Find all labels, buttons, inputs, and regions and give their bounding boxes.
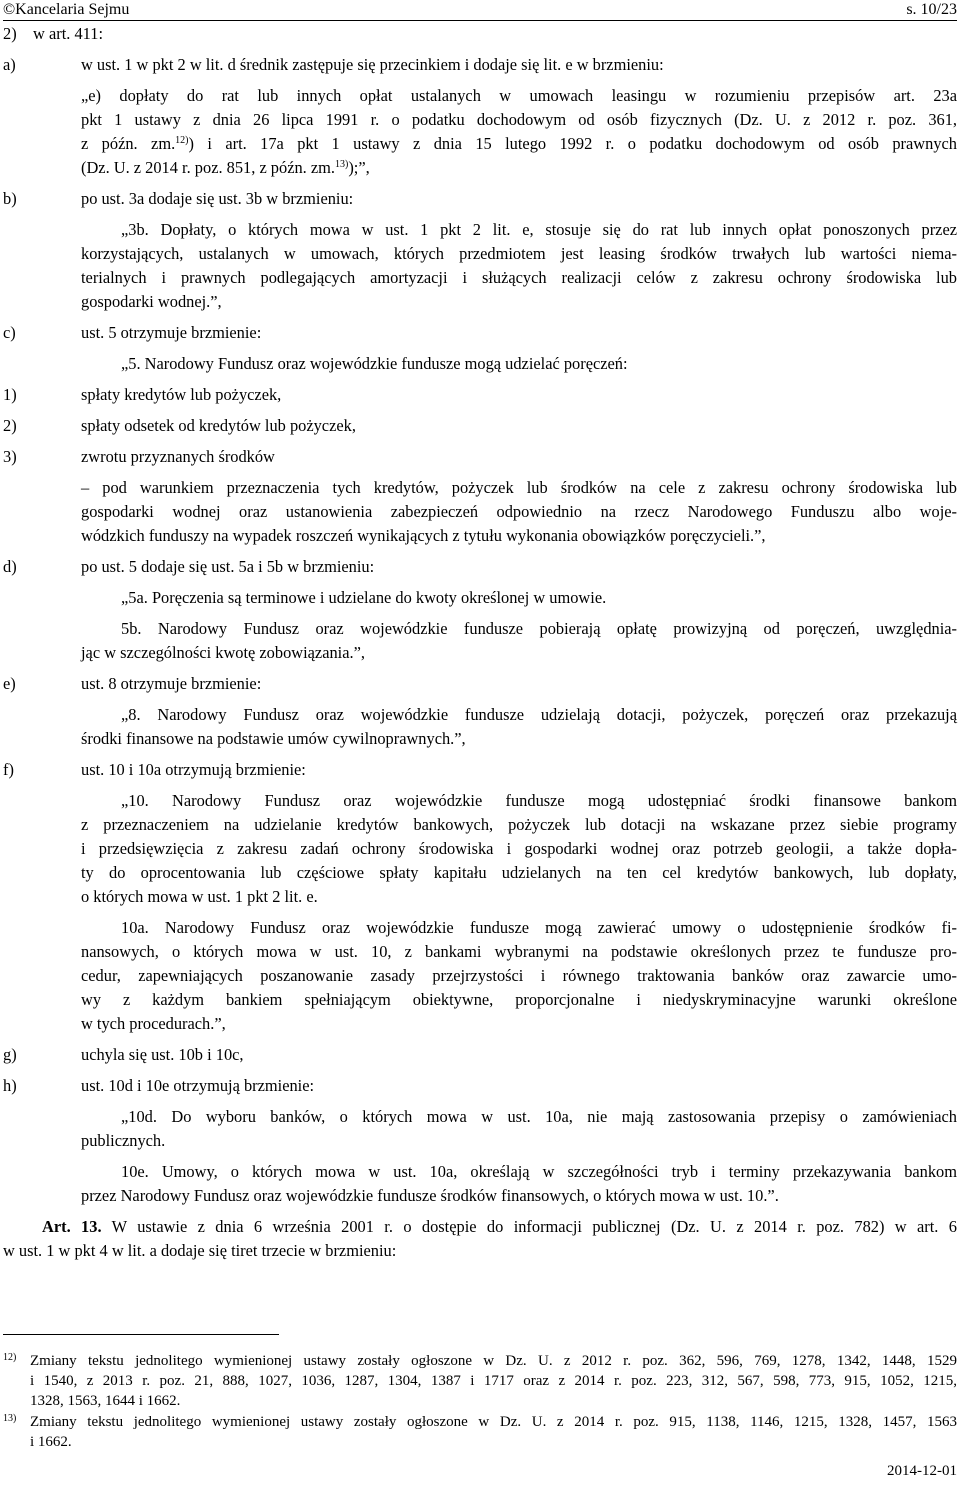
footnote-13-number: 13) [3,1413,17,1424]
letter-f-text: ust. 10 i 10a otrzymują brzmienie: [81,760,306,779]
footnote-12-line-2: i 1540, z 2013 r. poz. 21, 888, 1027, 1036, 1287, 1304, 1387 i 1717 oraz z 2014 r. poz. 223, 312, 567, 598, 773, 915, 1052, 1215, [30,1373,957,1389]
point-1-text: spłaty kredytów lub pożyczek, [81,385,282,404]
letter-e-label: e) [3,674,16,693]
page-number: s. 10/23 [906,1,957,18]
letter-f [3,758,957,782]
ust-10d-line-1: „10d. Do wyboru banków, o których mowa w ust. 10a, nie mają zastosowania przepisy o zamówieniach [121,1107,957,1126]
lit-e-line-4: (Dz. U. z 2014 r. poz. 851, z późn. zm.$^{13)}$);”, [81,158,370,177]
ust-3b-line-2: korzystających, ustalanych w umowach, których przedmiotem jest leasing środków trwałych lub wartości niema- [81,244,957,263]
footnote-12-line-1: Zmiany tekstu jednolitego wymienionej ustawy zostały ogłoszone w Dz. U. z 2012 r. poz. 362, 596, 769, 1278, 1342, 1448, 1529 [30,1353,957,1369]
publisher-link[interactable]: ©Kancelaria Sejmu [3,1,130,18]
letter-b-label: b) [3,189,17,208]
ust-10-line-2: z przeznaczeniem na udzielanie kredytów bankowych, pożyczek lub dotacji na wskazane przez siebie programy [81,815,957,834]
footnote-12 [3,1351,957,1411]
letter-h-label: h) [3,1076,17,1095]
art-13-line-2: w ust. 1 w pkt 4 w lit. a dodaje się tiret trzecie w brzmieniu: [3,1241,397,1260]
letter-h [3,1074,957,1098]
closing-line-1: – pod warunkiem przeznaczenia tych kredytów, pożyczek lub środków na cele z zakresu ochrony środowiska lub [81,478,957,497]
letter-a-label: a) [3,55,16,74]
point-1-label: 1) [3,385,17,404]
ust-10-line-5: o których mowa w ust. 1 pkt 2 lit. e. [81,887,318,906]
letter-d-text: po ust. 5 dodaje się ust. 5a i 5b w brzmieniu: [81,557,375,576]
ust-8-line-2: środki finansowe na podstawie umów cywilnoprawnych.”, [81,729,466,748]
ust-10a-line-1: 10a. Narodowy Fundusz oraz wojewódzkie fundusze mogą zawierać umowy o udostępnienie środków fi- [121,918,957,937]
footnote-13-line-2: i 1662. [30,1434,72,1450]
ust-5a: „5a. Poręczenia są terminowe i udzielane do kwoty określonej w umowie. [121,588,607,607]
ust-10a-line-5: w tych procedurach.”, [81,1014,226,1033]
ust-10-block [3,789,957,909]
footnote-ref-13[interactable]: 13) [335,159,349,170]
ust-10a-line-4: wy z każdym bankiem spełniającym obiektywne, proporcjonalne i niedyskryminacyjne warunki określone [81,990,957,1009]
page-header [3,0,957,21]
letter-b [3,187,957,211]
ust-5b-line-1: 5b. Narodowy Fundusz oraz wojewódzkie fundusze pobierają opłatę prowizyjną od poręczeń, uwzględnia- [121,619,957,638]
footnote-13 [3,1412,957,1452]
footnote-12-line-3: 1328, 1563, 1644 i 1662. [30,1393,181,1409]
ust-10a-line-2: nansowych, o których mowa w ust. 10, z bankami wybranymi na podstawie określonych przez te fundusze pro- [81,942,957,961]
ust-10-line-4: ty do oprocentowania lub częściowe spłaty kapitału udzielanych na ten cel kredytów bankowych, lub dopłaty, [81,863,957,882]
ust-10a-block [3,916,957,1036]
footnote-ref-12[interactable]: 12) [175,135,189,146]
letter-g-label: g) [3,1045,17,1064]
letter-a-text: w ust. 1 w pkt 2 w lit. d średnik zastępuje się przecinkiem i dodaje się lit. e w brzmieniu: [81,55,664,74]
ust-5-point-1 [3,383,957,407]
ust-3b-line-4: gospodarki wodnej.”, [81,292,222,311]
closing-line-2: gospodarki wodnej oraz ustanowienia zabezpieczeń odpowiednio na rzecz Narodowego Funduszu albo woje- [81,502,957,521]
point-3-text: zwrotu przyznanych środków [81,447,275,466]
letter-g-text: uchyla się ust. 10b i 10c, [81,1045,244,1064]
ust-3b-line-3: terialnych i prawnych podlegających amortyzacji i służących realizacji celów z zakresu ochrony środowiska lub [81,268,957,287]
point-3-label: 3) [3,447,17,466]
letter-e-text: ust. 8 otrzymuje brzmienie: [81,674,262,693]
letter-d [3,555,957,579]
footnote-separator [3,1334,279,1335]
art-13-line-1: Art. 13. W ustawie z dnia 6 września 2001 r. o dostępie do informacji publicznej (Dz. U. z 2014 r. poz. 782) w art. 6 [42,1217,957,1236]
ust-5-closing [3,476,957,548]
ust-5-point-3 [3,445,957,469]
ust-10e-line-2: przez Narodowy Fundusz oraz wojewódzkie fundusze środków finansowych, o których mowa w ust. 10.”. [81,1186,779,1205]
ust-5b-line-2: jąc w szczególności kwotę zobowiązania.”, [81,643,365,662]
letter-d-label: d) [3,557,17,576]
lit-e-line-2: pkt 1 ustawy z dnia 26 lipca 1991 r. o podatku dochodowym od osób fizycznych (Dz. U. z 2012 r. poz. 361, [81,110,957,129]
ust-5-intro: „5. Narodowy Fundusz oraz wojewódzkie fundusze mogą udzielać poręczeń: [121,354,628,373]
letter-c-label: c) [3,323,16,342]
ust-8-line-1: „8. Narodowy Fundusz oraz wojewódzkie fundusze udzielają dotacji, pożyczek, poręczeń oraz przekazują [121,705,957,724]
ust-3b-block [3,218,957,314]
letter-f-label: f) [3,760,14,779]
letter-h-text: ust. 10d i 10e otrzymują brzmienie: [81,1076,315,1095]
ust-3b-line-1: „3b. Dopłaty, o których mowa w ust. 1 pkt 2 lit. e, stosuje się do rat lub innych opłat ponoszonych przez [121,220,957,239]
lit-e-block [3,84,957,180]
closing-line-3: wódzkich funduszy na wypadek roszczeń wynikających z tytułu wykonania obowiązków poręczycieli.”, [81,526,766,545]
document-body [3,22,957,1263]
art-13-heading: Art. 13. [42,1217,102,1236]
lit-e-line-3: z późn. zm.$^{12)}$) i art. 17a pkt 1 ustawy z dnia 15 lutego 1992 r. o podatku dochodowym od osób prawnych [81,134,957,153]
letter-a [3,53,957,77]
letter-e [3,672,957,696]
ust-10a-line-3: cedur, zapewniających poszanowanie zasady przejrzystości i równego traktowania banków oraz zawarcie umo- [81,966,957,985]
letter-g [3,1043,957,1067]
point-2: 2) w art. 411: [3,24,103,43]
document-date: 2014-12-01 [887,1463,957,1479]
footnote-13-line-1: Zmiany tekstu jednolitego wymienionej ustawy zostały ogłoszone w Dz. U. z 2014 r. poz. 915, 1138, 1146, 1215, 1328, 1457, 1563 [30,1414,957,1430]
ust-10e-line-1: 10e. Umowy, o których mowa w ust. 10a, określają w szczegółności tryb i terminy przekazywania bankom [121,1162,957,1181]
ust-10-line-3: i przedsięwzięcia z zakresu zadań ochrony środowiska i gospodarki wodnej oraz potrzeb geologii, a także dopła- [81,839,957,858]
point-2-text: spłaty odsetek od kredytów lub pożyczek, [81,416,356,435]
letter-b-text: po ust. 3a dodaje się ust. 3b w brzmieniu: [81,189,354,208]
ust-10d-line-2: publicznych. [81,1131,166,1150]
ust-10-line-1: „10. Narodowy Fundusz oraz wojewódzkie fundusze mogą udostępniać środki finansowe bankom [121,791,957,810]
lit-e-line-1: „e) dopłaty do rat lub innych opłat ustalanych w umowach leasingu w rozumieniu przepisów art. 23a [81,86,957,105]
footnote-12-number: 12) [3,1352,17,1363]
letter-c-text: ust. 5 otrzymuje brzmienie: [81,323,262,342]
letter-c [3,321,957,345]
point-2-label: 2) [3,416,17,435]
ust-5-point-2 [3,414,957,438]
